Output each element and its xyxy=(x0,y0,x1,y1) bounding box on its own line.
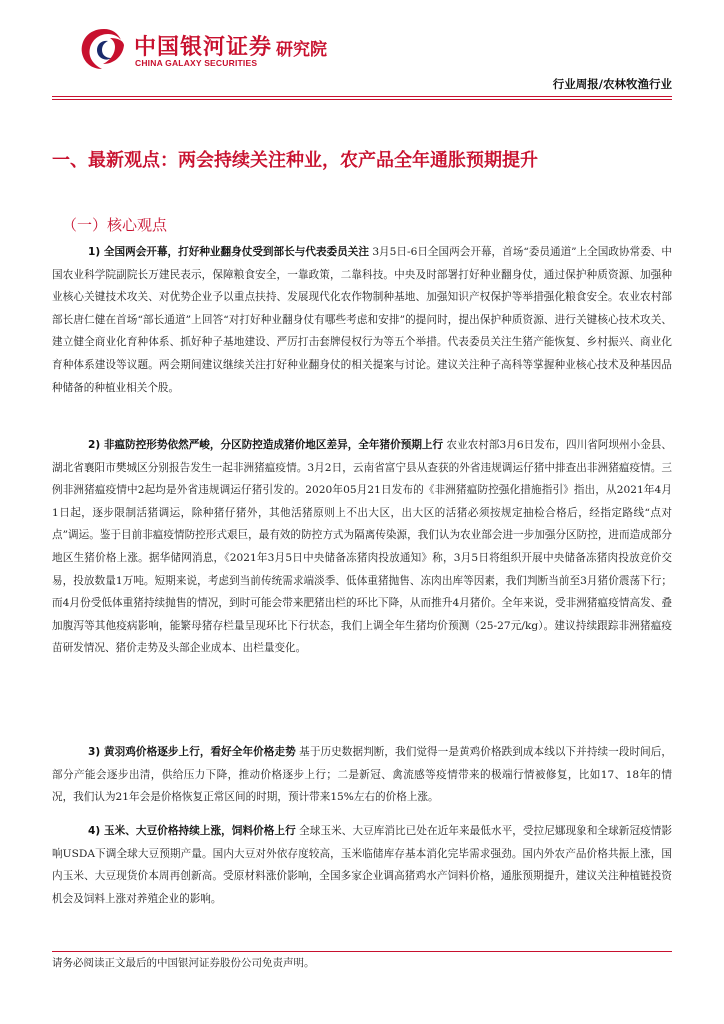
paragraph-4-body: 全球玉米、大豆库消比已处在近年来最低水平，受拉尼娜现象和全球新冠疫情影响USDA下调全球大豆预期产量。国内大豆对外依存度较高，玉米临储库存基本消化完毕需求强劲。国内外农产品价格共振上涨，国内玉米、大豆现货价本周再创新高。受原材料涨价影响，全国多家企业调高猪鸡水产饲料价格，通胀预期提升，建议关注种植链投资机会及饲料上涨对养殖企业的影响。 xyxy=(52,825,672,905)
galaxy-logo-icon xyxy=(78,26,128,72)
paragraph-2-lead: 2) 非瘟防控形势依然严峻，分区防控造成猪价地区差异，全年猪价预期上行 xyxy=(88,439,444,451)
logo-english-name: CHINA GALAXY SECURITIES xyxy=(135,58,258,68)
section-title: 一、最新观点：两会持续关注种业，农产品全年通胀预期提升 xyxy=(52,150,538,171)
logo-chinese-name: 中国银河证券 xyxy=(134,35,273,60)
institute-label: 研究院 xyxy=(276,40,327,60)
paragraph-3 xyxy=(52,741,672,809)
paragraph-2-body: 农业农村部3月6日发布，四川省阿坝州小金县、湖北省襄阳市樊城区分别报告发生一起非洲猪瘟疫情。3月2日，云南省富宁县从查获的外省违规调运仔猪中排查出非洲猪瘟疫情。三例非洲猪瘟疫情中2起均是外省违规调运仔猪引发的。2020年05月21日发布的《非洲猪瘟防控强化措施指引》指出，从2021年4月1日起，逐步限制活猪调运，除种猪仔猪外，其他活猪原则上不出大区，出大区的活猪必须按规定抽检合格后，经指定路线“点对点”调运。鉴于目前非瘟疫情防控形式艰巨，最有效的防控方式为隔离传染源，我们认为农业部会进一步加强分区防控，进而造成部分地区生猪价格上涨。据华储网消息，《2021年3月5日中央储备冻猪肉投放通知》称，3月5日将组织开展中央储备冻猪肉投放竞价交易，投放数量1万吨。短期来说，考虑到当前传统需求端淡季、低体重猪抛售、冻肉出库等因素，我们判断当前至3月猪价震荡下行；而4月份受低体重猪持续抛售的情况，到时可能会带来肥猪出栏的环比下降，从而推升4月猪价。全年来说，受非洲猪瘟疫情高发、叠加腹泻等其他疫病影响，能繁母猪存栏量呈现环比下行状态，我们上调全年生猪均价预测（25-27元/kg）。建议持续跟踪非洲猪瘟疫苗研发情况、猪价走势及头部企业成本、出栏量变化。 xyxy=(52,439,672,655)
paragraph-2 xyxy=(52,434,672,660)
company-logo xyxy=(78,26,338,72)
paragraph-1 xyxy=(52,241,672,399)
report-category: 行业周报/农林牧渔行业 xyxy=(552,77,672,91)
paragraph-4 xyxy=(52,820,672,910)
disclaimer-notice: 请务必阅读正文最后的中国银河证券股份公司免责声明。 xyxy=(52,957,315,969)
paragraph-1-lead: 1) 全国两会开幕，打好种业翻身仗受到部长与代表委员关注 xyxy=(88,246,369,258)
header-divider xyxy=(52,96,672,97)
paragraph-3-lead: 3) 黄羽鸡价格逐步上行，看好全年价格走势 xyxy=(88,746,296,758)
paragraph-1-body: 3月5日-6日全国两会开幕，首场“委员通道”上全国政协常委、中国农业科学院副院长万建民表示，保障粮食安全，一靠政策，二靠科技。中央及时部署打好种业翻身仗，通过保护种质资源、加强种业核心关键技术攻关、对优势企业予以重点扶持、发展现代化农作物制种基地、加强知识产权保护等举措强化粮食安全。农业农村部部长唐仁健在首场“部长通道”上回答“对打好种业翻身仗有哪些考虑和安排”的提问时，提出保护种质资源、进行关键核心技术攻关、建立健全商业化育种体系、抓好种子基地建设、严厉打击套牌侵权行为等五个举措。代表委员关注生猪产能恢复、乡村振兴、商业化育种体系建设等议题。两会期间建议继续关注打好种业翻身仗的相关提案与讨论。建议关注种子高科等掌握种业核心技术及种基因品种储备的种植业相关个股。 xyxy=(52,246,672,394)
footer-divider xyxy=(52,951,672,952)
paragraph-4-lead: 4) 玉米、大豆价格持续上涨，饲料价格上行 xyxy=(88,825,296,837)
subsection-title: （一）核心观点 xyxy=(62,216,168,234)
paragraph-3-body: 基于历史数据判断，我们觉得一是黄鸡价格跌到成本线以下并持续一段时间后，部分产能会逐步出清，供给压力下降，推动价格逐步上行；二是新冠、禽流感等疫情带来的极端行情被修复，比如17、18年的情况，我们认为21年会是价格恢复正常区间的时期，预计带来15%左右的价格上涨。 xyxy=(52,746,672,804)
header-divider-thin xyxy=(52,99,672,100)
